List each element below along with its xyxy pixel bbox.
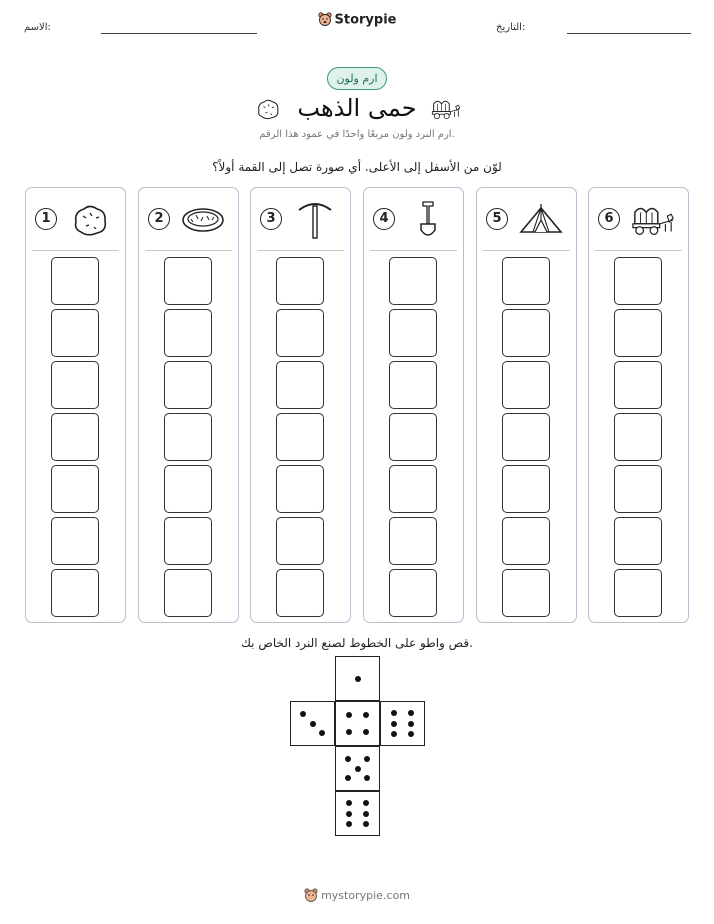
date-label: التاريخ: [496, 22, 526, 33]
column-number: 5 [486, 208, 508, 230]
dice-pip [408, 721, 414, 727]
dice-pip [346, 821, 352, 827]
column-number: 4 [373, 208, 395, 230]
dice-pip [346, 800, 352, 806]
dice-pip [363, 712, 369, 718]
dice-pip [363, 811, 369, 817]
instructions: ارم النرد ولون مربعًا واحدًا في عمود هذا الرقم. [259, 129, 455, 140]
dice-pip [363, 821, 369, 827]
dice-pip [364, 775, 370, 781]
dice-pip [408, 731, 414, 737]
column-number: 3 [260, 208, 282, 230]
dice-pip [345, 775, 351, 781]
brand-name: Storypie [334, 12, 397, 28]
activity-badge: ارم ولون [327, 67, 387, 90]
dice-face-6 [380, 701, 425, 746]
title-text: حمى الذهب [297, 94, 417, 122]
column-number: 1 [35, 208, 57, 230]
dice-pip [345, 756, 351, 762]
dice-face-1 [335, 656, 380, 701]
question: لوّن من الأسفل إلى الأعلى. أي صورة تصل إلى القمة أولاً؟ [212, 160, 502, 174]
dice-pip [363, 729, 369, 735]
dice-pip [346, 811, 352, 817]
dice-face-6 [335, 791, 380, 836]
dice-pip [319, 730, 325, 736]
dice-face-4 [335, 701, 380, 746]
name-label: الاسم: [24, 22, 51, 33]
bear-logo-icon [304, 888, 318, 904]
footer-url: mystorypie.com [321, 889, 410, 902]
dice-pip [310, 721, 316, 727]
dice-face-3 [290, 701, 335, 746]
dice-pip [346, 729, 352, 735]
dice-pip [391, 710, 397, 716]
dice-pip [363, 800, 369, 806]
dice-pip [364, 756, 370, 762]
column-number: 2 [148, 208, 170, 230]
dice-pip [408, 710, 414, 716]
dice-pip [300, 711, 306, 717]
dice-pip [355, 676, 361, 682]
column-number: 6 [598, 208, 620, 230]
dice-pip [391, 721, 397, 727]
dice-pip [391, 731, 397, 737]
cut-instruction: قص واطو على الخطوط لصنع النرد الخاص بك. [241, 636, 473, 650]
footer [0, 888, 714, 904]
dice-pip [346, 712, 352, 718]
dice-face-5 [335, 746, 380, 791]
dice-pip [355, 766, 361, 772]
